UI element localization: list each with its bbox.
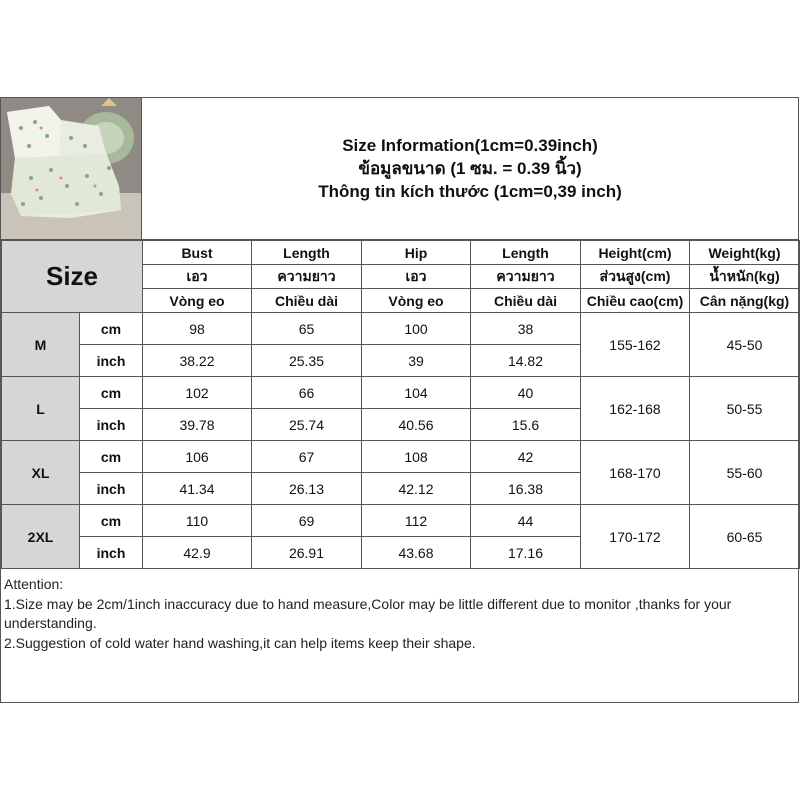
- l-length-inch: 25.74: [252, 409, 362, 441]
- m-bust-inch: 38.22: [143, 345, 252, 377]
- header-length-vi: Chiều dài: [252, 289, 362, 313]
- l-hip-cm: 104: [362, 377, 471, 409]
- product-photo-image: [1, 98, 141, 239]
- header-weight-vi: Cân nặng(kg): [690, 289, 800, 313]
- 2xl-bust-inch: 42.9: [143, 537, 252, 569]
- size-header: Size: [2, 241, 143, 313]
- attention-note-2: 2.Suggestion of cold water hand washing,it can help items keep their shape.: [4, 634, 476, 651]
- unit-inch: inch: [80, 473, 143, 505]
- xl-hip-cm: 108: [362, 441, 471, 473]
- header-length2-vi: Chiều dài: [471, 289, 581, 313]
- l-length2-inch: 15.6: [471, 409, 581, 441]
- l-height: 162-168: [581, 377, 690, 441]
- m-hip-cm: 100: [362, 313, 471, 345]
- header-hip-th: เอว: [362, 265, 471, 289]
- header-hip-en: Hip: [362, 241, 471, 265]
- xl-bust-cm: 106: [143, 441, 252, 473]
- xl-length2-inch: 16.38: [471, 473, 581, 505]
- header-height-vi: Chiều cao(cm): [581, 289, 690, 313]
- unit-inch: inch: [80, 345, 143, 377]
- unit-cm: cm: [80, 441, 143, 473]
- header-length2-en: Length: [471, 241, 581, 265]
- l-length2-cm: 40: [471, 377, 581, 409]
- l-length-cm: 66: [252, 377, 362, 409]
- m-length2-inch: 14.82: [471, 345, 581, 377]
- 2xl-length2-cm: 44: [471, 505, 581, 537]
- xl-length-cm: 67: [252, 441, 362, 473]
- size-2xl-label: 2XL: [2, 505, 80, 569]
- xl-length2-cm: 42: [471, 441, 581, 473]
- title-box: [142, 98, 798, 240]
- header-bust-vi: Vòng eo: [143, 289, 252, 313]
- 2xl-bust-cm: 110: [143, 505, 252, 537]
- header-length-en: Length: [252, 241, 362, 265]
- m-bust-cm: 98: [143, 313, 252, 345]
- l-hip-inch: 40.56: [362, 409, 471, 441]
- header-bust-en: Bust: [143, 241, 252, 265]
- 2xl-length-cm: 69: [252, 505, 362, 537]
- size-table: [1, 240, 800, 569]
- m-length2-cm: 38: [471, 313, 581, 345]
- m-weight: 45-50: [690, 313, 800, 377]
- m-length-cm: 65: [252, 313, 362, 345]
- title-thai: ข้อมูลขนาด (1 ซม. = 0.39 นิ้ว): [358, 159, 582, 178]
- m-hip-inch: 39: [362, 345, 471, 377]
- unit-cm: cm: [80, 377, 143, 409]
- header-length-th: ความยาว: [252, 265, 362, 289]
- l-weight: 50-55: [690, 377, 800, 441]
- 2xl-length2-inch: 17.16: [471, 537, 581, 569]
- size-chart: [0, 97, 799, 703]
- header-hip-vi: Vòng eo: [362, 289, 471, 313]
- attention-notes: [1, 573, 798, 702]
- header-bust-th: เอว: [143, 265, 252, 289]
- unit-inch: inch: [80, 537, 143, 569]
- 2xl-hip-cm: 112: [362, 505, 471, 537]
- xl-height: 168-170: [581, 441, 690, 505]
- size-l-label: L: [2, 377, 80, 441]
- unit-inch: inch: [80, 409, 143, 441]
- attention-note-1: 1.Size may be 2cm/1inch inaccuracy due to hand measure,Color may be little different due to monitor ,thanks for your understanding.: [4, 595, 732, 631]
- m-height: 155-162: [581, 313, 690, 377]
- 2xl-length-inch: 26.91: [252, 537, 362, 569]
- xl-weight: 55-60: [690, 441, 800, 505]
- l-bust-inch: 39.78: [143, 409, 252, 441]
- unit-cm: cm: [80, 505, 143, 537]
- 2xl-hip-inch: 43.68: [362, 537, 471, 569]
- title-english: Size Information(1cm=0.39inch): [342, 136, 598, 155]
- attention-heading: Attention:: [4, 576, 64, 592]
- m-length-inch: 25.35: [252, 345, 362, 377]
- header-weight-th: น้ำหนัก(kg): [690, 265, 800, 289]
- title-vietnamese: Thông tin kích thước (1cm=0,39 inch): [318, 182, 622, 201]
- 2xl-height: 170-172: [581, 505, 690, 569]
- header-length2-th: ความยาว: [471, 265, 581, 289]
- xl-length-inch: 26.13: [252, 473, 362, 505]
- unit-cm: cm: [80, 313, 143, 345]
- size-m-label: M: [2, 313, 80, 377]
- header-height-en: Height(cm): [581, 241, 690, 265]
- header-weight-en: Weight(kg): [690, 241, 800, 265]
- product-photo: [1, 98, 142, 240]
- xl-hip-inch: 42.12: [362, 473, 471, 505]
- xl-bust-inch: 41.34: [143, 473, 252, 505]
- header-height-th: ส่วนสูง(cm): [581, 265, 690, 289]
- 2xl-weight: 60-65: [690, 505, 800, 569]
- l-bust-cm: 102: [143, 377, 252, 409]
- size-xl-label: XL: [2, 441, 80, 505]
